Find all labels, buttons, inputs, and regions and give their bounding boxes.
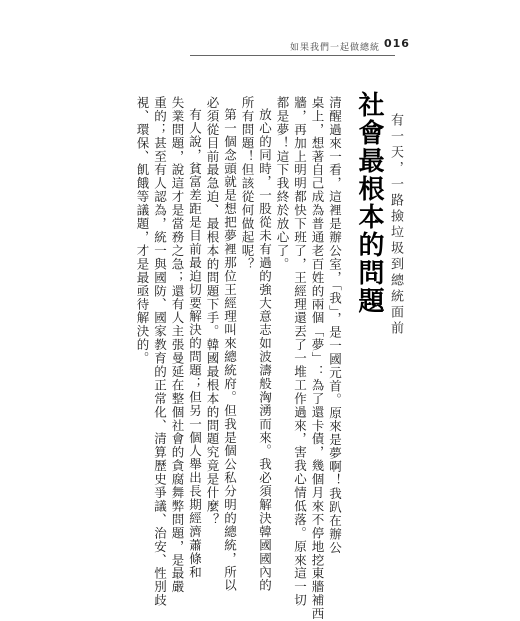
running-header-title: 如果我們一起做總統 — [289, 43, 380, 53]
chapter-subtitle: 有一天，一路撿垃圾到總統面前 — [388, 113, 403, 337]
body-column: 放心的同時，一股從未有過的強大意志如波濤般洶湧而來。我必須解決韓國國內的 — [257, 108, 273, 593]
body-column: 所有問題！但該從何做起呢？ — [240, 96, 255, 271]
header-rule — [190, 55, 395, 56]
chapter-title: 社會最根本的問題 — [354, 91, 384, 315]
body-column: 牆，再加上明明都快下班了，王經理還丟了一堆工作過來，害我心情低落。原來這一切 — [292, 96, 308, 608]
body-text — [134, 96, 344, 621]
body-column: 失業問題，說這才是當務之急；還有人主張曼延在整個社會的貪腐舞弊問題，是最嚴 — [170, 96, 185, 594]
body-column: 第一個念頭就是想把夢裡那位王經理叫來總統府。但我是個公私分明的總統，所以 — [222, 108, 238, 593]
body-column: 桌上，想著自己成為普通老百姓的兩個「夢」：為了還卡債，幾個月來不停地挖東牆補西 — [310, 96, 325, 621]
body-column: 視、環保、飢餓等議題，才是最亟待解決的。 — [135, 96, 150, 365]
body-column: 必須從目前最急迫、最根本的問題下手。韓國最根本的問題究竟是什麼？ — [205, 96, 220, 527]
body-column: 清醒過來一看，這裡是辦公室，「我」，是一國元首。原來是夢啊！我趴在辦公 — [327, 96, 343, 555]
body-column: 有人說，貧富差距是目前最迫切要解決的問題；但另一個人舉出長期經濟蕭條和 — [187, 108, 203, 579]
body-column: 都是夢！這下我終於放心了。 — [275, 96, 290, 271]
page-number: 016 — [384, 37, 410, 50]
body-column: 重的；甚至有人認為，統一與國防、國家教育的正常化、清算歷史爭議、治安、性別歧 — [152, 96, 168, 608]
